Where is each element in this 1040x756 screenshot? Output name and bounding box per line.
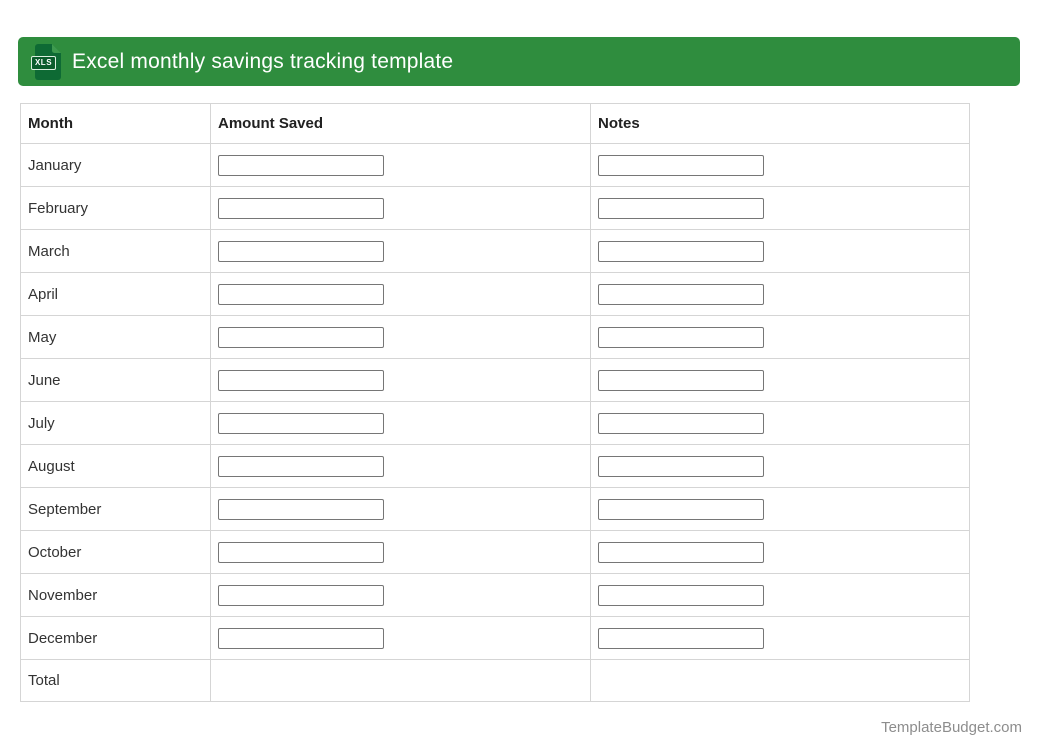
site-name: TemplateBudget.com bbox=[881, 719, 1022, 736]
table-row bbox=[21, 617, 970, 660]
notes-cell bbox=[591, 359, 970, 402]
notes-input[interactable] bbox=[598, 370, 764, 391]
notes-cell bbox=[591, 402, 970, 445]
month-label: January bbox=[21, 144, 211, 187]
table-header-row bbox=[21, 104, 970, 144]
column-header-month: Month bbox=[21, 104, 211, 144]
amount-saved-input[interactable] bbox=[218, 155, 384, 176]
notes-input[interactable] bbox=[598, 542, 764, 563]
table-row bbox=[21, 144, 970, 187]
xls-file-icon bbox=[35, 44, 61, 80]
amount-saved-input[interactable] bbox=[218, 585, 384, 606]
amount-saved-cell bbox=[211, 574, 591, 617]
amount-saved-cell bbox=[211, 144, 591, 187]
table-row bbox=[21, 230, 970, 273]
notes-input[interactable] bbox=[598, 628, 764, 649]
table-row bbox=[21, 445, 970, 488]
notes-cell bbox=[591, 144, 970, 187]
amount-saved-input[interactable] bbox=[218, 198, 384, 219]
notes-cell bbox=[591, 574, 970, 617]
savings-table-body bbox=[21, 144, 970, 660]
column-header-amount-saved: Amount Saved bbox=[211, 104, 591, 144]
amount-saved-cell bbox=[211, 445, 591, 488]
amount-saved-input[interactable] bbox=[218, 628, 384, 649]
notes-input[interactable] bbox=[598, 585, 764, 606]
month-label: October bbox=[21, 531, 211, 574]
notes-input[interactable] bbox=[598, 241, 764, 262]
month-label: September bbox=[21, 488, 211, 531]
notes-cell bbox=[591, 531, 970, 574]
amount-saved-input[interactable] bbox=[218, 413, 384, 434]
month-label: August bbox=[21, 445, 211, 488]
notes-input[interactable] bbox=[598, 327, 764, 348]
amount-saved-cell bbox=[211, 316, 591, 359]
amount-saved-cell bbox=[211, 402, 591, 445]
table-row bbox=[21, 187, 970, 230]
total-label: Total bbox=[21, 660, 211, 702]
month-label: March bbox=[21, 230, 211, 273]
amount-saved-cell bbox=[211, 230, 591, 273]
table-row bbox=[21, 531, 970, 574]
column-header-notes: Notes bbox=[591, 104, 970, 144]
notes-input[interactable] bbox=[598, 284, 764, 305]
total-row bbox=[21, 660, 970, 702]
notes-input[interactable] bbox=[598, 198, 764, 219]
xls-badge-label: XLS bbox=[31, 56, 56, 70]
amount-saved-input[interactable] bbox=[218, 284, 384, 305]
table-row bbox=[21, 488, 970, 531]
amount-saved-cell bbox=[211, 187, 591, 230]
amount-saved-input[interactable] bbox=[218, 370, 384, 391]
month-label: July bbox=[21, 402, 211, 445]
notes-input[interactable] bbox=[598, 499, 764, 520]
amount-saved-cell bbox=[211, 359, 591, 402]
amount-saved-input[interactable] bbox=[218, 327, 384, 348]
month-label: November bbox=[21, 574, 211, 617]
notes-cell bbox=[591, 273, 970, 316]
page-title: Excel monthly savings tracking template bbox=[72, 49, 454, 73]
amount-saved-input[interactable] bbox=[218, 499, 384, 520]
amount-saved-cell bbox=[211, 531, 591, 574]
month-label: June bbox=[21, 359, 211, 402]
amount-saved-input[interactable] bbox=[218, 456, 384, 477]
savings-table bbox=[20, 103, 970, 702]
notes-input[interactable] bbox=[598, 456, 764, 477]
month-label: December bbox=[21, 617, 211, 660]
month-label: April bbox=[21, 273, 211, 316]
table-row bbox=[21, 273, 970, 316]
notes-cell bbox=[591, 617, 970, 660]
amount-saved-input[interactable] bbox=[218, 542, 384, 563]
table-row bbox=[21, 574, 970, 617]
amount-saved-cell bbox=[211, 488, 591, 531]
template-header-bar bbox=[18, 37, 1020, 86]
notes-cell bbox=[591, 230, 970, 273]
table-row bbox=[21, 402, 970, 445]
notes-cell bbox=[591, 488, 970, 531]
notes-input[interactable] bbox=[598, 413, 764, 434]
table-row bbox=[21, 359, 970, 402]
site-footer bbox=[0, 719, 1022, 736]
notes-cell bbox=[591, 316, 970, 359]
amount-saved-cell bbox=[211, 273, 591, 316]
total-notes-cell bbox=[591, 660, 970, 702]
notes-cell bbox=[591, 445, 970, 488]
table-row bbox=[21, 316, 970, 359]
notes-cell bbox=[591, 187, 970, 230]
month-label: May bbox=[21, 316, 211, 359]
amount-saved-cell bbox=[211, 617, 591, 660]
amount-saved-input[interactable] bbox=[218, 241, 384, 262]
notes-input[interactable] bbox=[598, 155, 764, 176]
month-label: February bbox=[21, 187, 211, 230]
total-amount-cell bbox=[211, 660, 591, 702]
